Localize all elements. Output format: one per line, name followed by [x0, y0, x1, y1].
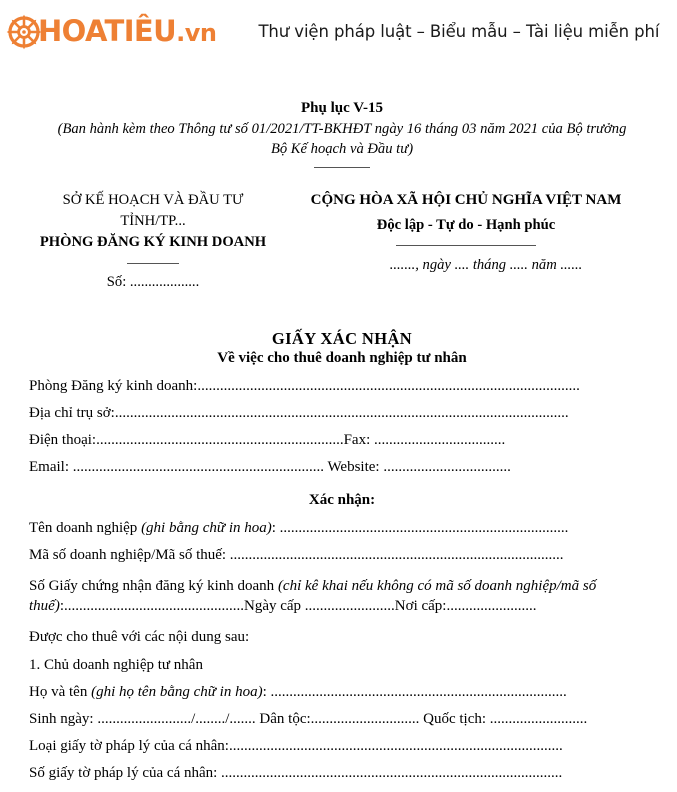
confirmation-heading: Xác nhận:: [308, 491, 376, 508]
field-business-cert-label: Số Giấy chứng nhận đăng ký kinh doanh: [29, 577, 278, 594]
certificate-subtitle: Về việc cho thuê doanh nghiệp tư nhân: [217, 349, 467, 366]
list-item-owner: 1. Chủ doanh nghiệp tư nhân: [29, 656, 203, 673]
header-left-column: [29, 190, 277, 293]
field-company-name-note: (ghi bằng chữ in hoa): [141, 520, 272, 536]
document-header: [29, 190, 655, 293]
logo-wordmark: [38, 13, 217, 48]
field-email-website: Email: ................................................................... Website: ..................................: [29, 459, 511, 475]
document-page: [0, 100, 677, 781]
site-banner: [0, 0, 677, 62]
field-company-name-label: Tên doanh nghiệp: [29, 520, 142, 536]
field-office-name: Phòng Đăng ký kinh doanh:......................................................................................................: [29, 378, 580, 394]
certificate-title: GIẤY XÁC NHẬN: [271, 328, 413, 348]
logo-wordmark-main: HOATIÊU: [38, 13, 177, 48]
header-right-column: [277, 190, 655, 276]
document-number: Số: ...................: [106, 274, 200, 291]
field-legal-document-type: Loại giấy tờ pháp lý của cá nhân:.........................................................................................: [29, 738, 563, 754]
form-body: [29, 379, 655, 781]
date-placeholder: ......., ngày .... tháng ..... năm ......: [389, 256, 583, 273]
national-motto: Độc lập - Tự do - Hạnh phúc: [376, 216, 556, 233]
field-full-name: [29, 685, 655, 700]
ship-wheel-icon: [6, 14, 42, 50]
field-full-name-dots: : ...............................................................................: [262, 684, 567, 700]
right-divider: [396, 245, 536, 246]
national-title: CỘNG HÒA XÃ HỘI CHỦ NGHĨA VIỆT NAM: [310, 191, 622, 208]
issuing-agency: SỞ KẾ HOẠCH VÀ ĐẦU TƯ TỈNH/TP...: [62, 191, 244, 229]
issuing-office: PHÒNG ĐĂNG KÝ KINH DOANH: [39, 234, 267, 251]
field-business-cert-dots: :................................................Ngày cấp ........................Nơi cấp:........................: [59, 597, 537, 614]
field-business-cert: [29, 577, 655, 617]
field-full-name-note: (ghi họ tên bằng chữ in hoa): [91, 684, 263, 700]
field-business-cert-note: (chỉ kê khai nếu không có mã số doanh nghiệp/mã số thuế): [29, 577, 597, 614]
title-divider: [314, 167, 370, 168]
logo-wordmark-tld: .vn: [176, 18, 217, 47]
field-phone-fax: Điện thoại:..................................................................Fax: ...................................: [29, 432, 506, 448]
field-legal-document-number: Số giấy tờ pháp lý của cá nhân: ...........................................................................................: [29, 765, 563, 781]
field-company-name: [29, 521, 655, 536]
field-company-name-dots: : .............................................................................: [271, 520, 569, 536]
field-tax-code: Mã số doanh nghiệp/Mã số thuế: .........................................................................................: [29, 547, 564, 563]
site-tagline: Thư viện pháp luật – Biểu mẫu – Tài liệu miễn phí: [258, 21, 660, 41]
field-address: Địa chỉ trụ sở:.........................................................................................................................: [29, 405, 569, 421]
site-logo[interactable]: [6, 13, 216, 50]
appendix-title: Phụ lục V-15: [301, 100, 383, 116]
appendix-note: (Ban hành kèm theo Thông tư số 01/2021/TT-BKHĐT ngày 16 tháng 03 năm 2021 của Bộ trưởng Bộ Kế hoạch và Đầu tư): [57, 121, 627, 157]
field-birth-ethnicity-nationality: Sinh ngày: ........................./......../....... Dân tộc:............................. Quốc tịch: ..........................: [29, 711, 588, 727]
field-full-name-label: Họ và tên: [29, 684, 92, 700]
lease-intro: Được cho thuê với các nội dung sau:: [29, 628, 250, 645]
left-divider: [127, 263, 179, 264]
